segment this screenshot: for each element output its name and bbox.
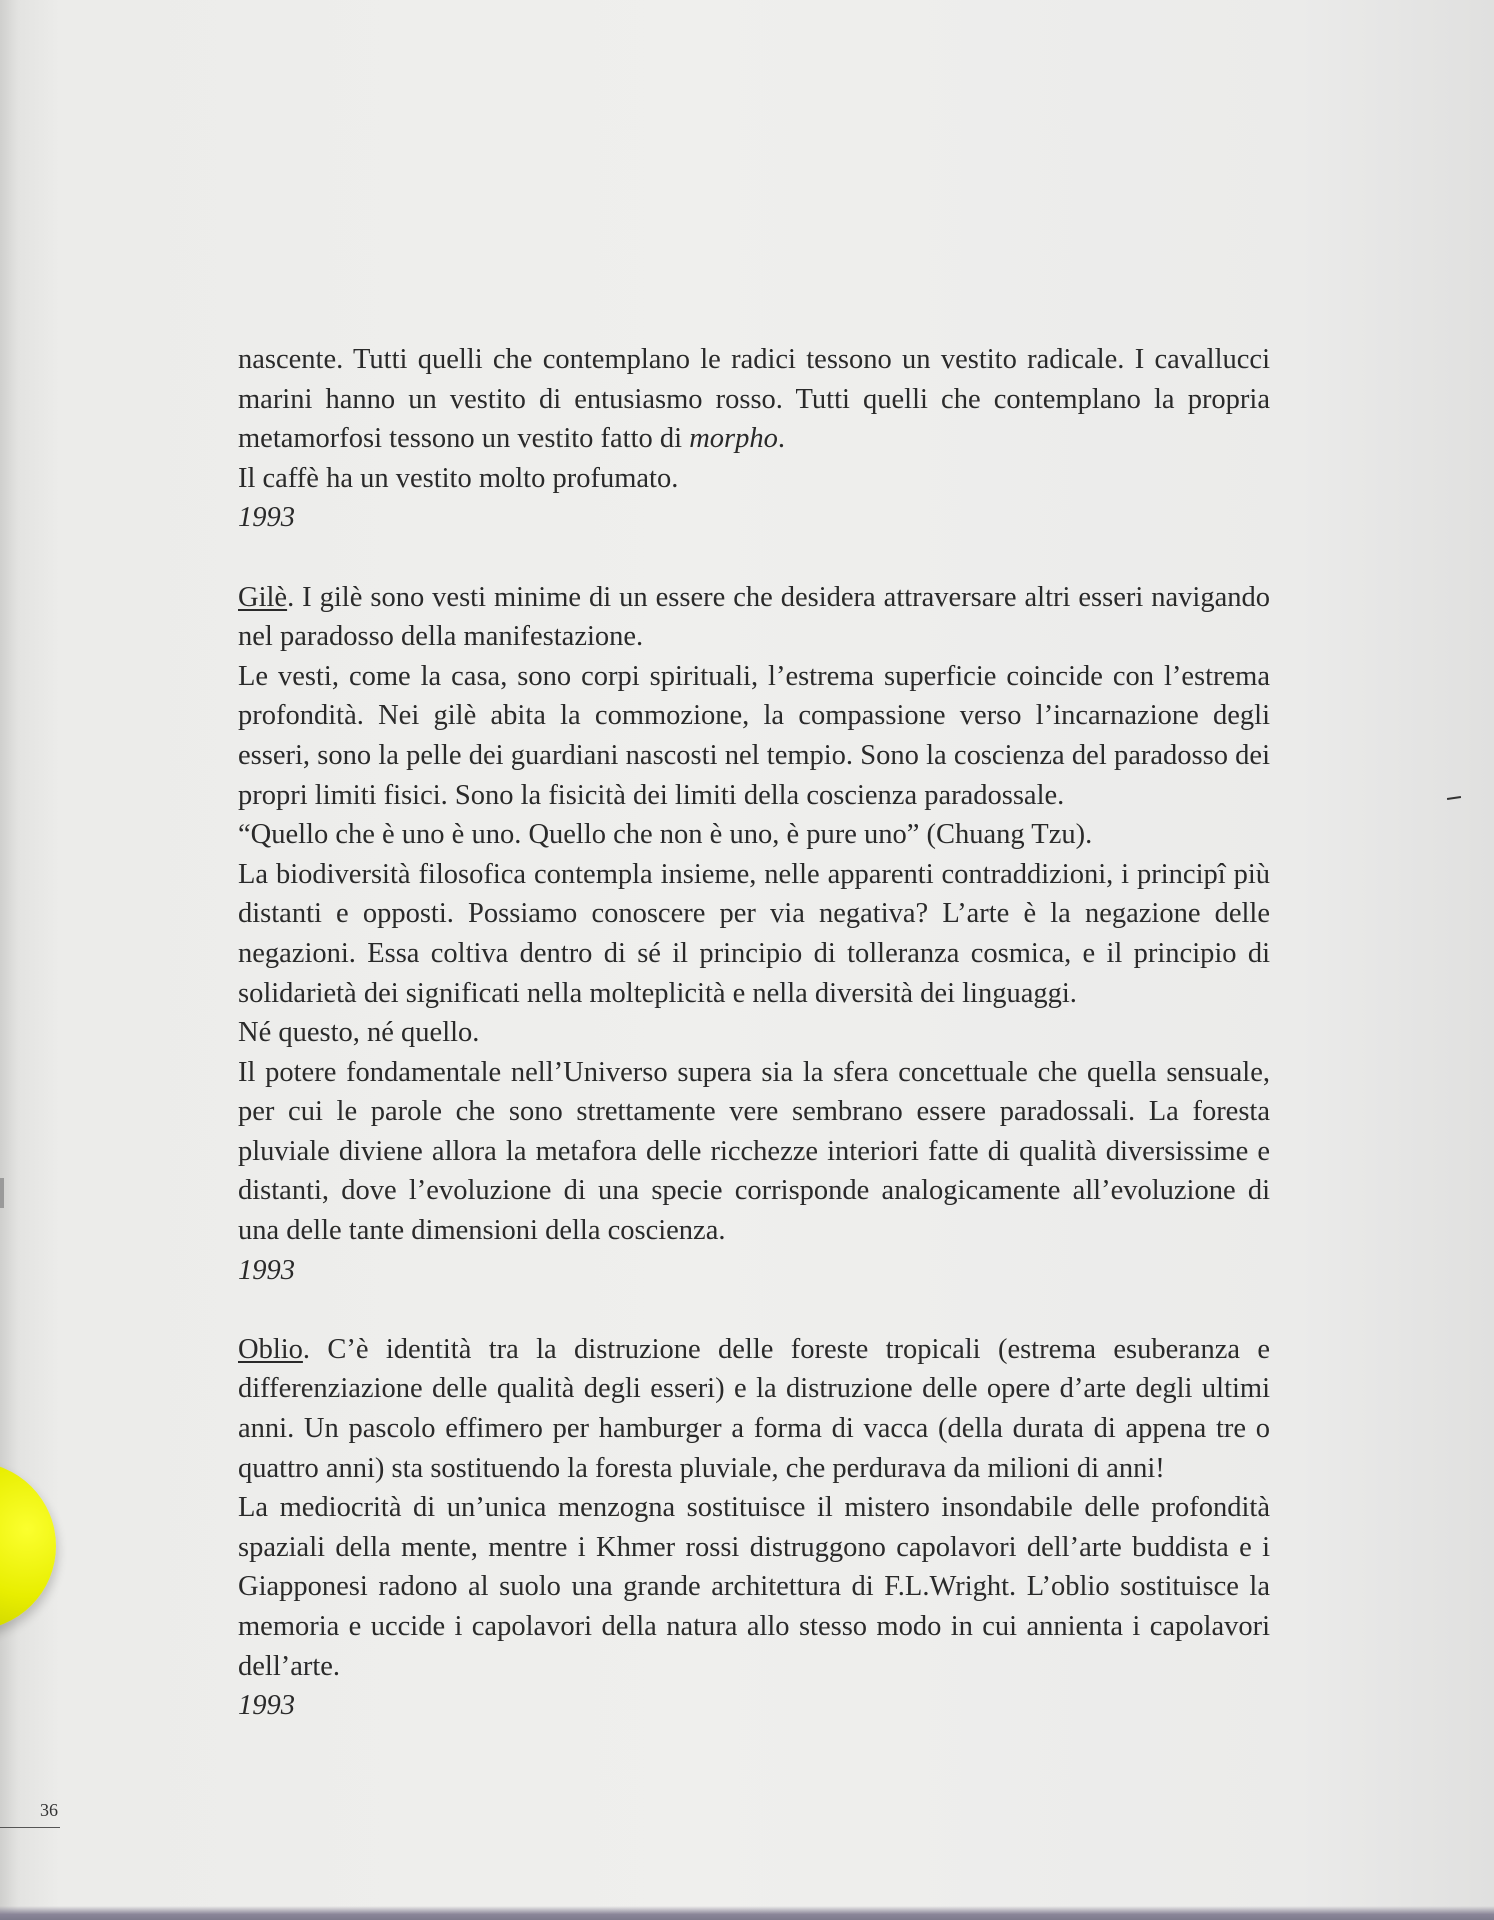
section-oblio: [238, 1330, 1270, 1726]
year-label: 1993: [238, 1690, 295, 1722]
paragraph: Gilè. I gilè sono vesti minime di un essere che desidera attraversare altri esseri navigando nel paradosso della manifestazione.: [238, 581, 1270, 653]
section-keyword: Oblio: [238, 1333, 303, 1365]
body-text: [238, 340, 1270, 1726]
section-gile: [238, 578, 1270, 1291]
year-label: 1993: [238, 1254, 295, 1286]
paragraph: Il potere fondamentale nell’Universo supera sia la sfera concettuale che quella sensuale, per cui le parole che sono strettamente vere sembrano essere paradossali. La foresta pluviale diviene allora la metafora delle ricchezze interiori fatte di qualità diversissime e distanti, dove l’evoluzione di una specie corrisponde analogicamente all’evoluzione di una delle tante dimensioni della coscienza.: [238, 1056, 1270, 1247]
italic-term: morpho: [689, 423, 778, 455]
paragraph: Il caffè ha un vestito molto profumato.: [238, 462, 679, 494]
section-vestito: [238, 340, 1270, 538]
paragraph: Le vesti, come la casa, sono corpi spirituali, l’estrema superficie coincide con l’estrema profondità. Nei gilè abita la commozione, la compassione verso l’incarnazione degli esseri, sono la pelle dei guardiani nascosti nel tempio. Sono la coscienza del paradosso dei propri limiti fisici. Sono la fisicità dei limiti della coscienza paradossale.: [238, 660, 1270, 811]
section-keyword: Gilè: [238, 581, 288, 613]
page-number: 36: [40, 1800, 58, 1820]
paragraph: Oblio. C’è identità tra la distruzione delle foreste tropicali (estrema esuberanza e differenziazione delle qualità degli esseri) e la distruzione delle opere d’arte degli ultimi anni. Un pascolo effimero per hamburger a forma di vacca (della durata di appena tre o quattro anni) sta sostituendo la foresta pluviale, che perdurava da milioni di anni!: [238, 1333, 1270, 1484]
paragraph: nascente. Tutti quelli che contemplano le radici tessono un vestito radicale. I cavallucci marini hanno un vestito di entusiasmo rosso. Tutti quelli che contemplano la propria metamorfosi tessono un vestito fatto di morpho.: [238, 344, 1270, 455]
paragraph: La mediocrità di un’unica menzogna sostituisce il mistero insondabile delle profondità spaziali della mente, mentre i Khmer rossi distruggono capolavori dell’arte buddista e i Giapponesi radono al suolo una grande architettura di F.L.Wright. L’oblio sostituisce la memoria e uccide i capolavori della natura allo stesso modo in cui annienta i capolavori dell’arte.: [238, 1492, 1270, 1682]
sticky-tab: [0, 1462, 56, 1630]
paragraph: Né questo, né quello.: [238, 1017, 480, 1049]
year-label: 1993: [238, 502, 295, 534]
margin-mark: [1447, 796, 1461, 800]
paragraph: “Quello che è uno è uno. Quello che non è uno, è pure uno” (Chuang Tzu).: [238, 819, 1093, 851]
paragraph: La biodiversità filosofica contempla insieme, nelle apparenti contraddizioni, i principî più distanti e opposti. Possiamo conoscere per via negativa? L’arte è la negazione delle negazioni. Essa coltiva dentro di sé il principio di tolleranza cosmica, e il principio di solidarietà dei significati nella molteplicità e nella diversità dei linguaggi.: [238, 858, 1270, 1009]
edge-mark: [0, 1178, 4, 1208]
page-bottom-shadow: [0, 1906, 1494, 1920]
page-number-rule: [0, 1827, 60, 1828]
